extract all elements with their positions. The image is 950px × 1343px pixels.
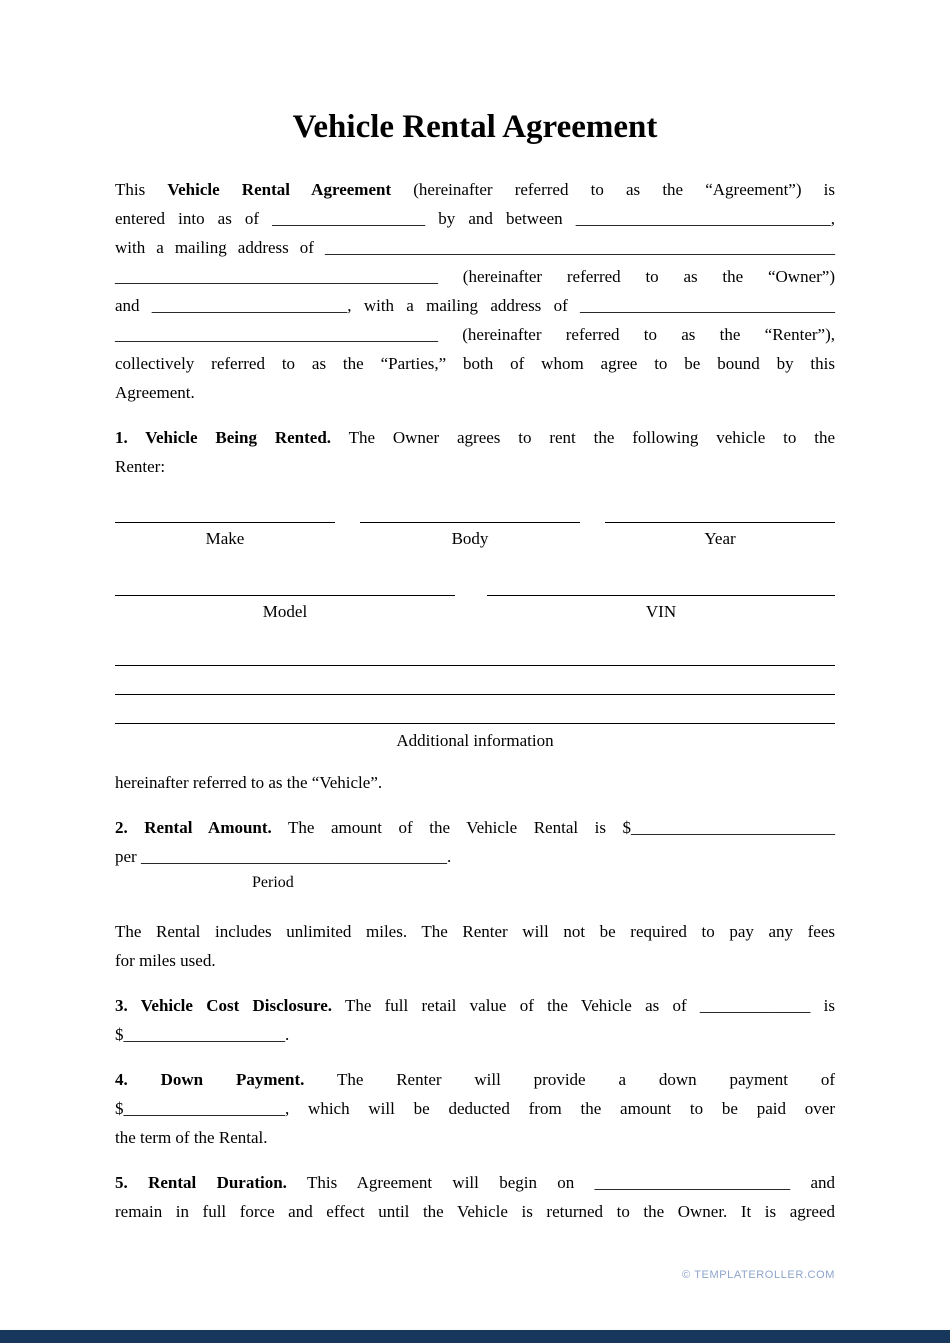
text-line: per ____________________________________. bbox=[115, 847, 452, 866]
bottom-accent-bar bbox=[0, 1330, 950, 1343]
additional-info-blank-line bbox=[115, 666, 835, 695]
year-blank-line bbox=[605, 501, 835, 523]
additional-info-blank-line bbox=[115, 695, 835, 724]
section-1-vehicle-being-rented bbox=[115, 423, 835, 481]
text-line bbox=[115, 423, 835, 452]
vin-blank-line bbox=[487, 572, 835, 596]
text-line: ______________________________________ (hereinafter referred to as the “Owner”) bbox=[115, 267, 835, 286]
additional-information-field bbox=[115, 637, 835, 752]
make-field bbox=[115, 501, 335, 550]
text-line bbox=[115, 175, 835, 204]
body-blank-line bbox=[360, 501, 580, 523]
text-line: ______________________________________ (hereinafter referred to as the “Renter”), bbox=[115, 325, 835, 344]
model-blank-line bbox=[115, 572, 455, 596]
text-line: and _______________________, with a mailing address of ______________________________ bbox=[115, 296, 835, 315]
text-segment: The Renter will provide a down payment of bbox=[304, 1070, 835, 1089]
text-line bbox=[115, 813, 835, 842]
text-line: entered into as of __________________ by and between ______________________________, bbox=[115, 209, 835, 228]
make-blank-line bbox=[115, 501, 335, 523]
vin-field bbox=[487, 572, 835, 623]
templateroller-credit-link[interactable]: © TEMPLATEROLLER.COM bbox=[682, 1269, 835, 1281]
vehicle-reference-line bbox=[115, 768, 835, 797]
text-line bbox=[115, 1168, 835, 1197]
make-label: Make bbox=[205, 529, 245, 548]
section-2-heading: 2. Rental Amount. bbox=[115, 818, 272, 837]
model-label: Model bbox=[262, 602, 308, 621]
section-4-heading: 4. Down Payment. bbox=[115, 1070, 305, 1089]
section-2-rental-amount bbox=[115, 813, 835, 871]
page-title: Vehicle Rental Agreement bbox=[292, 109, 658, 145]
text-segment: The Owner agrees to rent the following vehicle to the bbox=[331, 428, 835, 447]
section-5-rental-duration bbox=[115, 1168, 835, 1226]
section-4-down-payment bbox=[115, 1065, 835, 1152]
model-field bbox=[115, 572, 455, 623]
intro-paragraph bbox=[115, 175, 835, 407]
additional-info-blank-line bbox=[115, 637, 835, 666]
vehicle-fields-row-2 bbox=[115, 572, 835, 623]
body-field bbox=[360, 501, 580, 550]
text-segment: This bbox=[115, 180, 168, 199]
text-line: $___________________, which will be deducted from the amount to be paid over bbox=[115, 1099, 835, 1118]
text-line: Renter: bbox=[115, 457, 166, 476]
text-line: Agreement. bbox=[115, 383, 195, 402]
agreement-name-bold: Vehicle Rental Agreement bbox=[167, 180, 392, 199]
period-label: Period bbox=[252, 874, 294, 891]
body-label: Body bbox=[451, 529, 489, 548]
text-line: hereinafter referred to as the “Vehicle”. bbox=[115, 773, 383, 792]
text-segment: The full retail value of the Vehicle as of _____________ is bbox=[332, 996, 835, 1015]
text-line: collectively referred to as the “Parties,” both of whom agree to be bound by this bbox=[115, 354, 835, 373]
text-segment: The amount of the Vehicle Rental is $________________________ bbox=[271, 818, 836, 837]
section-3-vehicle-cost-disclosure bbox=[115, 991, 835, 1049]
text-line: for miles used. bbox=[115, 951, 216, 970]
section-1-heading: 1. Vehicle Being Rented. bbox=[115, 428, 332, 447]
text-line: with a mailing address of ____________________________________________________________ bbox=[115, 238, 835, 257]
text-line: remain in full force and effect until the Vehicle is returned to the Owner. It is agreed bbox=[115, 1202, 835, 1221]
vin-label: VIN bbox=[645, 602, 677, 621]
text-segment: (hereinafter referred to as the “Agreement”) is bbox=[391, 180, 835, 199]
year-label: Year bbox=[704, 529, 736, 548]
additional-info-label: Additional information bbox=[396, 731, 554, 750]
text-segment: This Agreement will begin on _______________________ and bbox=[286, 1173, 835, 1192]
vehicle-fields-row-1 bbox=[115, 501, 835, 550]
text-line bbox=[115, 1065, 835, 1094]
text-line: $___________________. bbox=[115, 1025, 290, 1044]
mileage-paragraph bbox=[115, 917, 835, 975]
text-line bbox=[115, 991, 835, 1020]
text-line: the term of the Rental. bbox=[115, 1128, 268, 1147]
section-5-heading: 5. Rental Duration. bbox=[115, 1173, 287, 1192]
section-3-heading: 3. Vehicle Cost Disclosure. bbox=[115, 996, 332, 1015]
year-field bbox=[605, 501, 835, 550]
text-line: The Rental includes unlimited miles. The Renter will not be required to pay any fees bbox=[115, 922, 835, 941]
